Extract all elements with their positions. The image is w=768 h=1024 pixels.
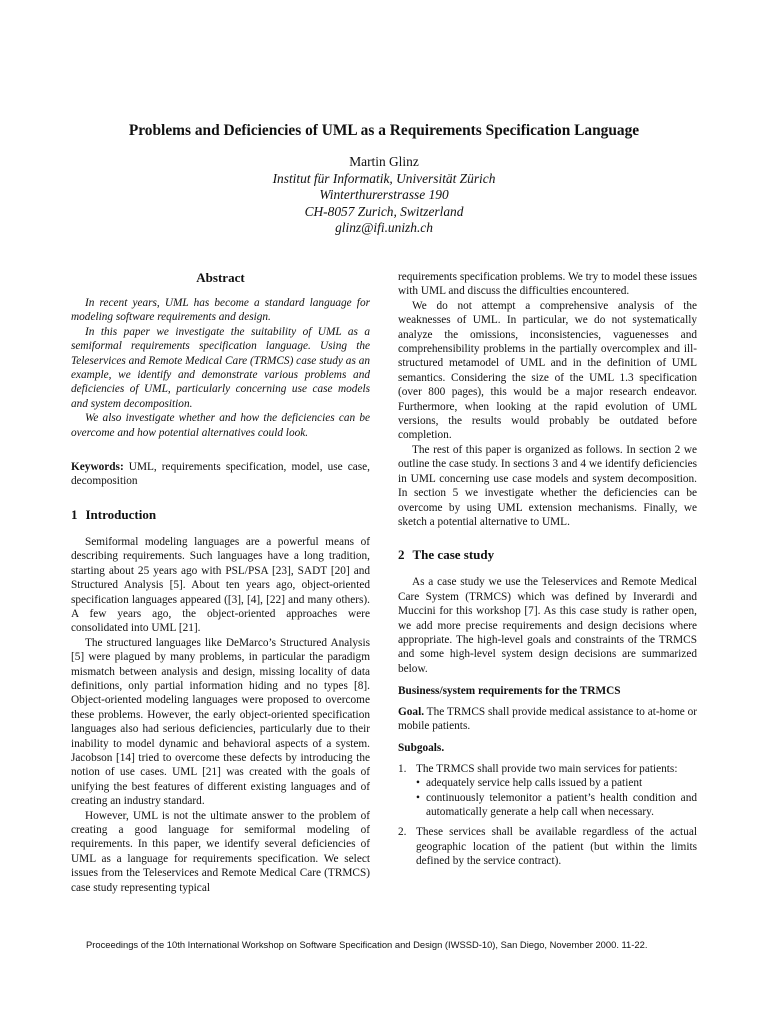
bullet-list — [416, 776, 697, 819]
section-heading-introduction — [71, 507, 370, 523]
subgoals-label: Subgoals. — [398, 742, 445, 755]
intro-paragraph: We do not attempt a comprehensive analysis of the weaknesses of UML. In particular, we do not systematically analyze the omissions, inconsistencies, vaguenesses and comprehensibility problems in the partially overcomplex and ill-structured metamodel of UML and in the definition of UML semantics. Considering the size of the UML 1.3 specification (over 800 pages), this would be a major research endeavor. Furthermore, when looking at the rapid evolution of UML versions, the results would probably be outdated before completion. — [398, 299, 697, 442]
intro-paragraph: The structured languages like DeMarco’s Structured Analysis [5] were plagued by many problems, in particular the paradigm mismatch between analysis and design, missing locality of data definitions, only partial information hiding and no types [8]. Object-oriented modeling languages were proposed to overcome these problems. However, the early object-oriented specification languages also had serious deficiencies, particularly due to their inability to model dynamic and behavioral aspects of a system. Jacobson [14] tried to overcome these defects by introducing the notion of use cases. UML [21] was created with the goals of unifying the best features of different existing languages and of creating an industry standard. — [71, 636, 370, 808]
section-number: 1 — [71, 506, 78, 522]
keywords-label: Keywords: — [71, 461, 124, 474]
list-item — [398, 762, 697, 820]
intro-paragraph: The rest of this paper is organized as follows. In section 2 we outline the case study. In sections 3 and 4 we identify deficiencies in UML concerning use case models and system decomposition. In section 5 we investigate whether the deficiencies can be overcome by using UML extension mechanisms. Finally, we sketch a potential alternative to UML. — [398, 443, 697, 528]
requirements-subheading: Business/system requirements for the TRMCS — [398, 685, 621, 698]
abstract-heading: Abstract — [196, 270, 245, 285]
section-number: 2 — [398, 547, 405, 563]
author-name: Martin Glinz — [349, 154, 419, 169]
keywords-text: UML, requirements specification, model, use case, decomposition — [71, 461, 370, 488]
list-item — [398, 825, 697, 868]
abstract-paragraph: We also investigate whether and how the deficiencies can be overcome and how potential alternatives could look. — [71, 412, 370, 439]
bullet-text: continuously telemonitor a patient’s health condition and automatically generate a help call when necessary. — [426, 791, 697, 818]
left-column — [71, 270, 370, 895]
subgoals-list — [398, 762, 697, 869]
goal-statement — [398, 705, 697, 734]
goal-label: Goal. — [398, 705, 425, 718]
author-street: Winterthurerstrasse 190 — [319, 187, 449, 203]
author-block — [140, 154, 628, 237]
bullet-item — [416, 791, 697, 820]
paper-title: Problems and Deficiencies of UML as a Requirements Specification Language — [128, 122, 640, 139]
list-item-text: These services shall be available regardless of the actual geographic location of the patient (but within the limits defined by the service contract). — [416, 826, 697, 868]
bullet-icon: • — [416, 777, 420, 790]
keywords — [71, 460, 370, 489]
bullet-icon: • — [416, 791, 420, 804]
list-item-number: 1. — [398, 762, 407, 775]
author-institute: Institut für Informatik, Universität Zürich — [272, 170, 496, 186]
section-title: The case study — [412, 547, 495, 563]
right-column — [398, 270, 697, 875]
intro-paragraph: Semiformal modeling languages are a powerful means of describing requirements. Such languages have a long tradition, starting about 25 years ago with PSL/PSA [23], SADT [20] and Structured Analysis [5]. About ten years ago, object-oriented specification languages appeared ([3], [4], [22] and many others). A few years ago, the object-oriented approaches were consolidated into UML [21]. — [71, 535, 370, 635]
proceedings-footer: Proceedings of the 10th International Workshop on Software Specification and Design (IWSSD-10), San Diego, November 2000. 11-22. — [86, 939, 648, 950]
intro-paragraph: requirements specification problems. We try to model these issues with UML and discuss the difficulties encountered. — [398, 271, 697, 298]
bullet-item — [416, 776, 697, 790]
case-study-paragraph: As a case study we use the Teleservices and Remote Medical Care System (TRMCS) which was defined by Inverardi and Muccini for this workshop [7]. As this case study is rather open, we add more precise requirements and design decisions where appropriate. The high-level goals and constraints of the TRMCS and some high-level system design decisions are summarized below. — [398, 576, 697, 675]
intro-paragraph: However, UML is not the ultimate answer to the problem of creating a good language for semiformal modeling of requirements. In this paper, we identify several deficiencies of UML as a language for requirements specification. We select issues from the Teleservices and Remote Medical Care (TRMCS) case study representing typical — [71, 809, 370, 894]
abstract-paragraph: In this paper we investigate the suitability of UML as a semiformal requirements specification language. Using the Teleservices and Remote Medical Care (TRMCS) case study as an example, we identify and demonstrate various problems and deficiencies of UML, particularly concerning use case models and system decomposition. — [71, 325, 370, 410]
bullet-text: adequately service help calls issued by a patient — [426, 777, 643, 790]
list-item-text: The TRMCS shall provide two main services for patients: — [416, 762, 678, 775]
author-city: CH-8057 Zurich, Switzerland — [304, 203, 464, 219]
author-email: glinz@ifi.unizh.ch — [335, 220, 433, 236]
abstract-paragraph: In recent years, UML has become a standard language for modeling software requirements and design. — [71, 297, 370, 324]
abstract-body — [71, 296, 370, 440]
list-item-number: 2. — [398, 826, 407, 839]
goal-text: The TRMCS shall provide medical assistance to at-home or mobile patients. — [398, 705, 697, 732]
section-heading-case-study — [398, 547, 697, 563]
section-title: Introduction — [85, 506, 157, 522]
